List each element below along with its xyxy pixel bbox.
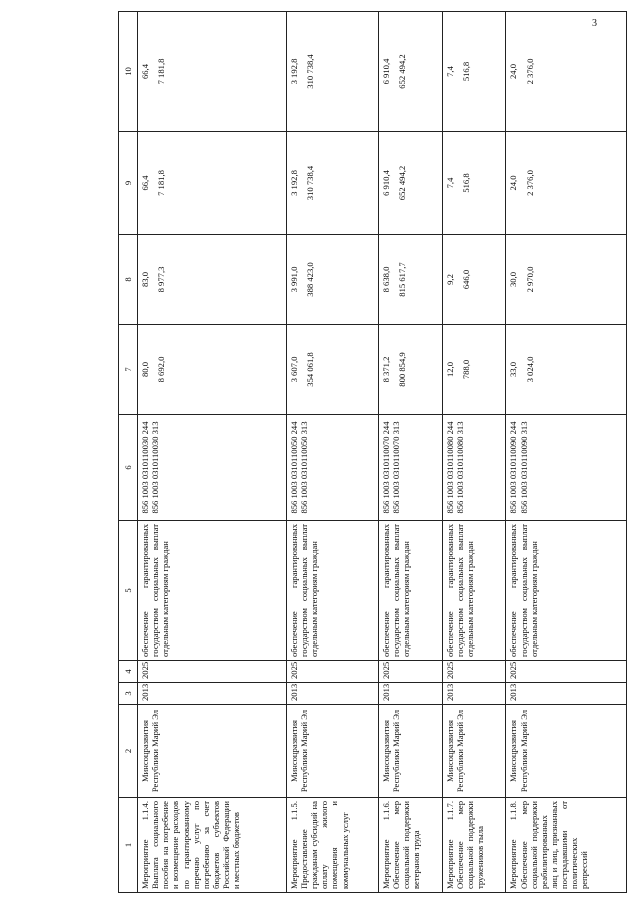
page-number: 3 xyxy=(592,18,597,29)
budget-code-313: 856 1003 0310110080 313 xyxy=(454,421,465,514)
value-col-8 xyxy=(138,235,287,325)
end-year-cell: 2025 xyxy=(378,661,442,683)
table-row xyxy=(138,12,287,893)
value-col-10 xyxy=(138,12,287,132)
value-313: 2 376,0 xyxy=(524,170,535,196)
result-cell: обеспечение гарантированных государством социальных выплат отдельным категориям граждан xyxy=(138,521,287,661)
value-313: 788,0 xyxy=(460,359,471,380)
value-313: 815 617,7 xyxy=(397,262,408,297)
event-cell: Мероприятие 1.1.5. Предоставление гражданам субсидий на оплату жилого помещения и коммунальных услуг xyxy=(286,798,378,893)
header-col-7: 7 xyxy=(119,325,138,415)
header-col-1: 1 xyxy=(119,798,138,893)
value-313: 516,8 xyxy=(460,173,471,193)
value-313: 310 738,4 xyxy=(305,165,316,201)
executor-cell: Минсоцразвития Республики Марий Эл xyxy=(138,705,287,798)
table-header-row xyxy=(119,12,138,893)
header-col-5: 5 xyxy=(119,521,138,661)
value-313: 7 181,8 xyxy=(156,170,167,196)
value-244: 33,0 xyxy=(508,361,519,378)
value-col-10 xyxy=(286,12,378,132)
end-year-cell: 2025 xyxy=(138,661,287,683)
value-313: 7 181,8 xyxy=(156,58,167,85)
value-244: 8 371,2 xyxy=(380,356,391,383)
value-244: 8 638,0 xyxy=(380,266,391,293)
header-col-8: 8 xyxy=(119,235,138,325)
value-244: 83,0 xyxy=(140,271,150,288)
value-244: 24,0 xyxy=(508,175,519,191)
value-313: 652 494,2 xyxy=(397,54,408,89)
value-244: 7,4 xyxy=(444,66,455,77)
result-cell: обеспечение гарантированных государством социальных выплат отдельным категориям граждан xyxy=(378,521,442,661)
value-col-8 xyxy=(378,235,442,325)
budget-code-244: 856 1003 0310110080 244 xyxy=(444,421,455,514)
value-col-9 xyxy=(442,132,506,235)
value-col-7 xyxy=(286,325,378,415)
value-313: 800 854,9 xyxy=(397,352,408,387)
start-year-cell: 2013 xyxy=(286,683,378,705)
value-244: 6 910,4 xyxy=(380,170,391,196)
value-244: 3 991,0 xyxy=(288,266,299,293)
start-year-cell: 2013 xyxy=(378,683,442,705)
value-313: 652 494,2 xyxy=(397,165,408,201)
value-244: 3 192,8 xyxy=(288,170,299,196)
budget-code-cell xyxy=(138,415,287,521)
event-cell: Мероприятие 1.1.8. Обеспечение мер социальной поддержки реабилитированных лиц и лиц, признанных пострадавшими от политических репрессий xyxy=(506,798,627,893)
budget-code-244: 856 1003 0310110070 244 xyxy=(380,421,391,514)
value-244: 66,4 xyxy=(140,175,150,191)
start-year-cell: 2013 xyxy=(138,683,287,705)
start-year-cell: 2013 xyxy=(442,683,506,705)
budget-code-244: 856 1003 0310110030 244 xyxy=(140,421,150,514)
budget-code-313: 856 1003 0310110070 313 xyxy=(391,421,402,514)
executor-cell: Минсоцразвития Республики Марий Эл xyxy=(442,705,506,798)
value-col-9 xyxy=(506,132,627,235)
budget-code-313: 856 1003 0310110030 313 xyxy=(150,421,161,514)
result-cell: обеспечение гарантированных государством социальных выплат отдельным категориям граждан xyxy=(286,521,378,661)
value-313: 646,0 xyxy=(460,269,471,290)
event-cell: Мероприятие 1.1.6. Обеспечение мер социальной поддержки ветеранов труда xyxy=(378,798,442,893)
value-313: 8 977,3 xyxy=(156,266,167,293)
value-313: 310 738,4 xyxy=(305,54,316,89)
end-year-cell: 2025 xyxy=(506,661,627,683)
budget-code-cell xyxy=(506,415,627,521)
budget-code-cell xyxy=(286,415,378,521)
table-row xyxy=(378,12,442,893)
value-col-10 xyxy=(378,12,442,132)
value-col-10 xyxy=(442,12,506,132)
value-col-8 xyxy=(286,235,378,325)
table-row xyxy=(442,12,506,893)
header-col-2: 2 xyxy=(119,705,138,798)
value-col-8 xyxy=(506,235,627,325)
value-244: 6 910,4 xyxy=(380,58,391,85)
table-row xyxy=(506,12,627,893)
value-col-8 xyxy=(442,235,506,325)
header-col-4: 4 xyxy=(119,661,138,683)
end-year-cell: 2025 xyxy=(442,661,506,683)
value-244: 66,4 xyxy=(140,63,150,80)
end-year-cell: 2025 xyxy=(286,661,378,683)
budget-code-313: 856 1003 0310110050 313 xyxy=(299,421,310,514)
budget-code-cell xyxy=(378,415,442,521)
value-244: 9,2 xyxy=(444,274,455,285)
event-cell: Мероприятие 1.1.7. Обеспечение мер социальной поддержки тружеников тыла xyxy=(442,798,506,893)
value-244: 24,0 xyxy=(508,63,519,80)
header-col-6: 6 xyxy=(119,415,138,521)
executor-cell: Минсоцразвития Республики Марий Эл xyxy=(286,705,378,798)
value-col-7 xyxy=(378,325,442,415)
value-col-7 xyxy=(138,325,287,415)
program-measures-table xyxy=(118,11,627,893)
value-col-9 xyxy=(138,132,287,235)
budget-code-244: 856 1003 0310110050 244 xyxy=(288,421,299,514)
value-col-9 xyxy=(286,132,378,235)
value-313: 388 423,0 xyxy=(305,262,316,297)
header-col-9: 9 xyxy=(119,132,138,235)
budget-code-cell xyxy=(442,415,506,521)
value-313: 516,8 xyxy=(460,61,471,82)
value-244: 7,4 xyxy=(444,177,455,189)
executor-cell: Минсоцразвития Республики Марий Эл xyxy=(506,705,627,798)
value-244: 80,0 xyxy=(140,361,150,378)
executor-cell: Минсоцразвития Республики Марий Эл xyxy=(378,705,442,798)
result-cell: обеспечение гарантированных государством социальных выплат отдельным категориям граждан xyxy=(442,521,506,661)
budget-code-244: 856 1003 0310110090 244 xyxy=(508,421,519,514)
budget-code-313: 856 1003 0310110090 313 xyxy=(518,421,529,514)
start-year-cell: 2013 xyxy=(506,683,627,705)
rotated-table-container xyxy=(118,3,638,893)
header-col-10: 10 xyxy=(119,12,138,132)
value-col-9 xyxy=(378,132,442,235)
value-313: 3 024,0 xyxy=(524,356,535,383)
value-col-7 xyxy=(442,325,506,415)
value-col-10 xyxy=(506,12,627,132)
value-313: 2 970,0 xyxy=(524,266,535,293)
value-244: 30,0 xyxy=(508,271,519,288)
value-244: 3 192,8 xyxy=(288,58,299,85)
value-col-7 xyxy=(506,325,627,415)
value-244: 12,0 xyxy=(444,361,455,378)
result-cell: обеспечение гарантированных государством социальных выплат отдельным категориям граждан xyxy=(506,521,627,661)
value-244: 3 607,0 xyxy=(288,356,299,383)
table-row xyxy=(286,12,378,893)
value-313: 2 376,0 xyxy=(524,58,535,85)
header-col-3: 3 xyxy=(119,683,138,705)
event-cell: Мероприятие 1.1.4. Выплата социального пособия на погребение и возмещение расходов по гарантированному перечню услуг по погребению за счет бюджетов субъектов Российской Федерации и местных бюджетов xyxy=(138,798,287,893)
value-313: 8 692,0 xyxy=(156,356,167,383)
value-313: 354 061,8 xyxy=(305,352,316,387)
